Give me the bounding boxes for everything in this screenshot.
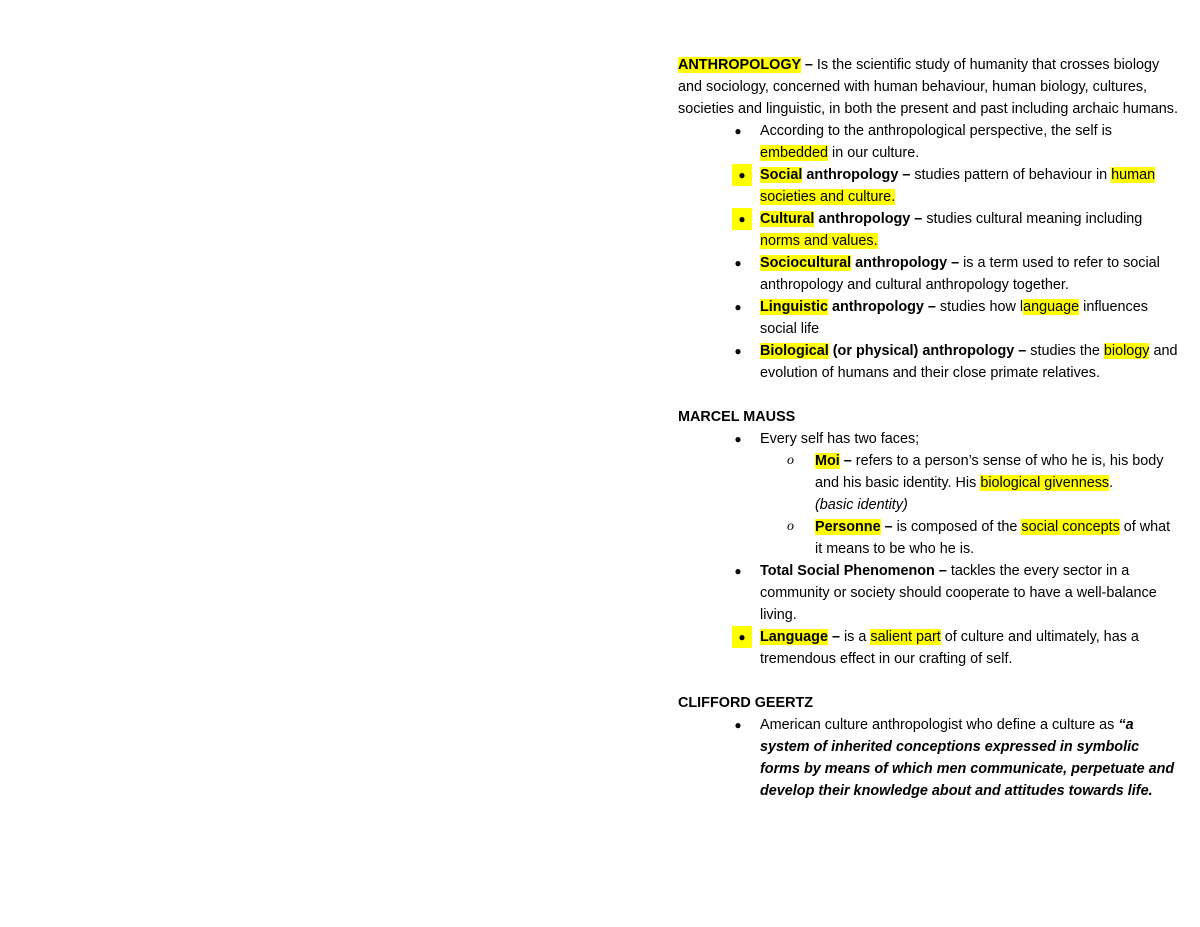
list-item-perspective [734,120,1178,164]
dash: – [880,519,897,535]
sub-item-moi [787,450,1178,516]
list-item-text: is composed of the [896,519,1022,535]
dash: – [923,299,940,315]
bullet-icon: ● [732,208,752,230]
list-item-text: studies the [1030,343,1104,359]
list-item-text: and evolution of humans and their close primate relatives. [760,343,1178,381]
term: anthropology [851,255,948,271]
highlighted-text: biological givenness [980,475,1110,491]
highlighted-text: salient part [870,629,941,645]
list-item-text: in our culture. [828,145,920,161]
sub-item-personne [787,516,1178,560]
section-heading-geertz: CLIFFORD GEERTZ [678,695,814,711]
bullet-icon: ● [734,300,742,314]
list-item-language [738,626,1178,670]
dash: – [910,211,927,227]
list-item-text: influences social life [760,299,1148,337]
quote-text: “a system of inherited conceptions expressed in symbolic forms by means of which men communicate, perpetuate and develop their knowledge about and attitudes towards life. [760,717,1175,799]
list-item-text: studies how l [939,299,1024,315]
highlighted-text: anguage [1023,299,1080,315]
faces-sub-list [760,450,1178,560]
term-highlight: Sociocultural [760,255,852,271]
list-item-text: According to the anthropological perspective, the self is [760,123,1112,139]
anthropology-term: ANTHROPOLOGY [678,57,801,73]
term: anthropology [814,211,911,227]
spacer [678,384,1178,406]
bullet-icon: ● [734,718,742,732]
term: Total Social Phenomenon [760,563,935,579]
anthropology-definition-text: Is the scientific study of humanity that crosses biology and sociology, concerned with human behaviour, human biology, cultures, societies and linguistic, in both the present and past including archaic humans. [678,57,1178,117]
list-item-total-social [734,560,1178,626]
circle-bullet-icon: o [787,519,794,534]
note-text: (basic identity) [815,497,908,513]
list-item-cultural [738,208,1178,252]
bullet-icon: ● [734,432,742,446]
list-item-text: Every self has two faces; [760,431,920,447]
list-item-text: of culture and ultimately, has a tremendous effect in our crafting of self. [760,629,1139,667]
list-item-text: of what it means to be who he is. [815,519,1171,557]
mauss-bullet-list [678,428,1178,670]
bullet-icon: ● [734,256,742,270]
dash: – [947,255,964,271]
anthropology-bullet-list [678,120,1178,384]
list-item-linguistic [734,296,1178,340]
list-item-text: tackles the every sector in a community or society should cooperate to have a well-balance living. [760,563,1157,623]
list-item-sociocultural [734,252,1178,296]
highlighted-text: norms and values. [760,233,878,249]
list-item-text: American culture anthropologist who define a culture as [760,717,1119,733]
bullet-icon: ● [734,344,742,358]
dash: – [934,563,951,579]
list-item-text: is a [843,629,871,645]
list-item-text: is a term used to refer to social anthropology and cultural anthropology together. [760,255,1160,293]
highlighted-text: biology [1103,343,1150,359]
list-item-text: . [1109,475,1114,491]
term-highlight: Biological [760,343,829,359]
highlighted-text: embedded [760,145,829,161]
term: (or physical) anthropology [828,343,1015,359]
term-highlight: Linguistic [760,299,828,315]
list-item-geertz [734,714,1178,802]
term: anthropology [802,167,899,183]
term-highlight: Personne [815,519,881,535]
bullet-icon: ● [732,164,752,186]
geertz-bullet-list [678,714,1178,802]
section-heading-mauss: MARCEL MAUSS [678,409,796,425]
term-highlight: Moi [815,453,840,469]
anthropology-definition [678,54,1178,120]
bullet-icon: ● [734,564,742,578]
dash: – [898,167,915,183]
highlighted-text: social concepts [1021,519,1120,535]
list-item-social [738,164,1178,208]
dash: – [1014,343,1031,359]
bullet-icon: ● [732,626,752,648]
term-highlight: Language [760,629,828,645]
list-item-text: studies cultural meaning including [926,211,1143,227]
list-item-two-faces [734,428,1178,560]
term: anthropology [827,299,924,315]
term-highlight: Social [760,167,803,183]
dash: – [827,629,844,645]
bullet-icon: ● [734,124,742,138]
notes-column [678,54,1178,802]
spacer [678,670,1178,692]
list-item-text: refers to a person’s sense of who he is, his body and his basic identity. His [815,453,1164,491]
list-item-biological [734,340,1178,384]
dash: – [839,453,856,469]
term-highlight: Cultural [760,211,815,227]
highlighted-text: human societies and culture. [760,167,1156,205]
dash: – [800,57,817,73]
circle-bullet-icon: o [787,453,794,468]
list-item-text: studies pattern of behaviour in [914,167,1112,183]
